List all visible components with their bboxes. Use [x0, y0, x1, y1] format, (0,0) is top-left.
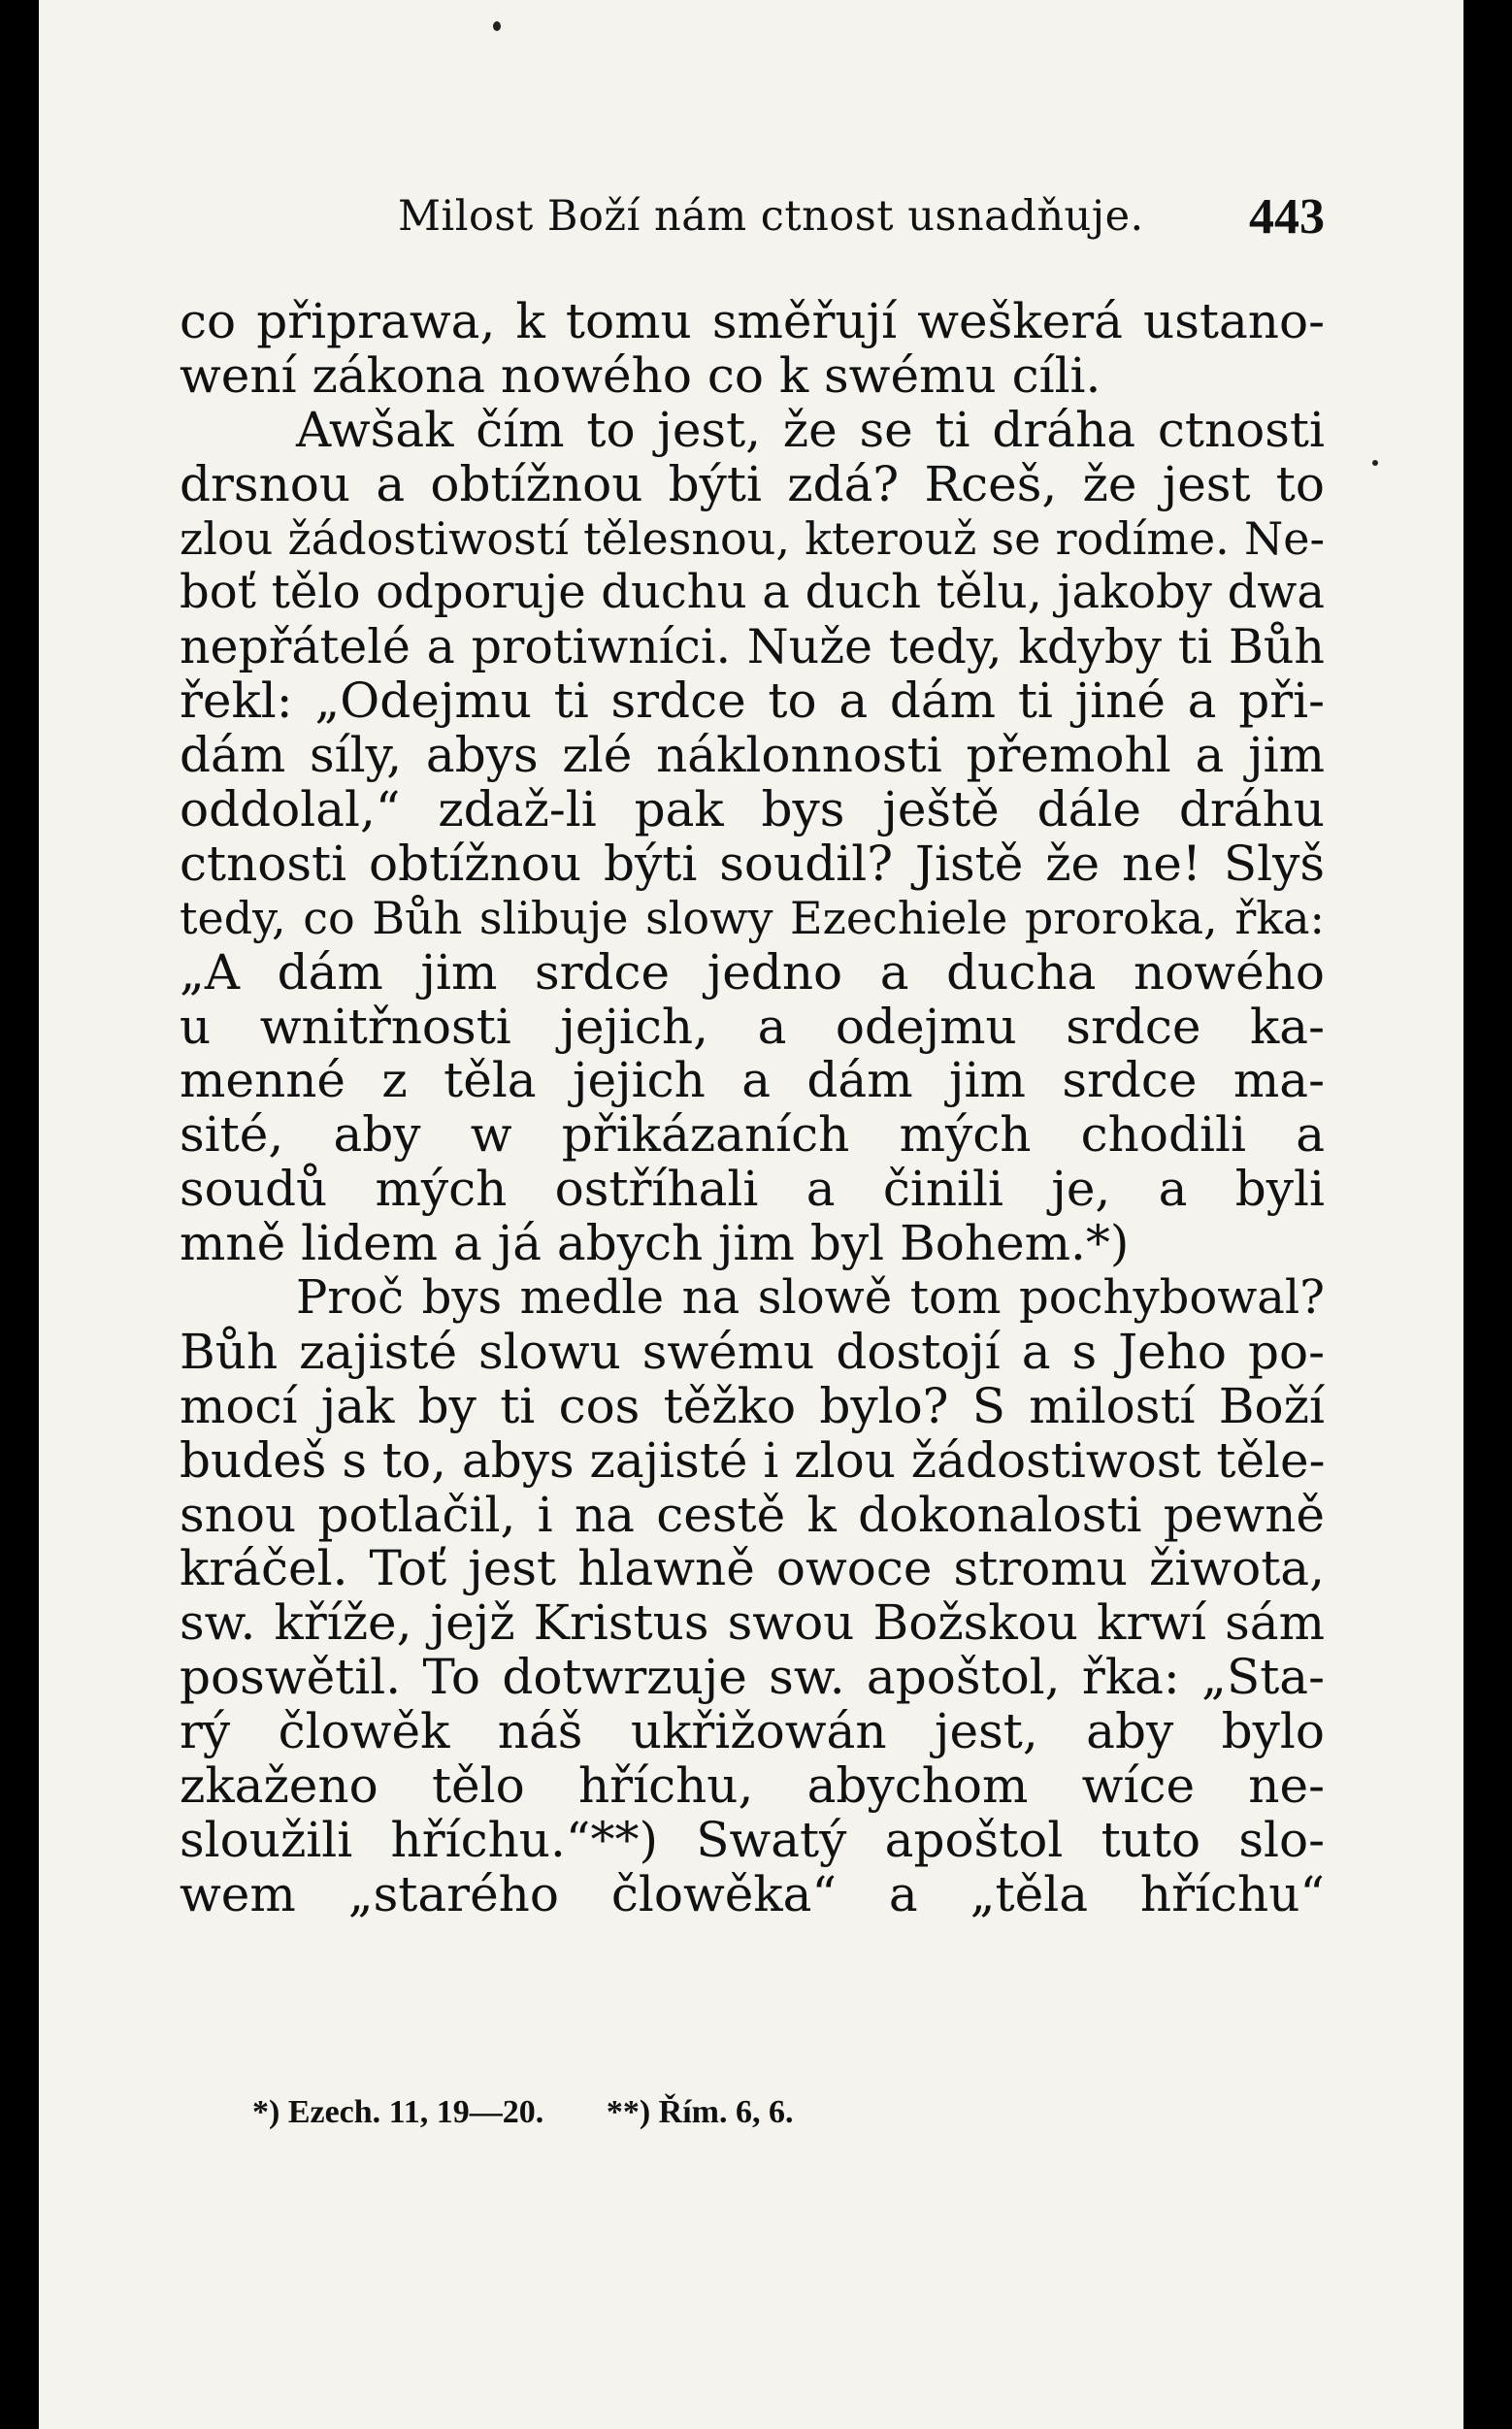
- text-line: Proč bys medle na slowě tom pochybowal?: [296, 1270, 1325, 1326]
- text-line: boť tělo odporuje duchu a duch tělu, jakoby dwa: [180, 565, 1325, 620]
- text-line: soudů mých ostříhali a činili je, a byli: [180, 1161, 1325, 1218]
- footnote: **) Řím. 6, 6.: [606, 2094, 794, 2130]
- running-header: [180, 182, 1325, 250]
- text-line: snou potlačil, i na cestě k dokonalosti pewně: [180, 1486, 1325, 1543]
- text-line: tedy, co Bůh slibuje slowy Ezechiele proroka, řka:: [180, 891, 1325, 944]
- text-line: dám síly, abys zlé náklonnosti přemohl a jim: [180, 727, 1325, 784]
- text-line: sloužili hříchu.“**) Swatý apoštol tuto slo-: [180, 1811, 1325, 1868]
- text-line: ctnosti obtížnou býti soudil? Jistě že ne! Slyš: [180, 835, 1325, 892]
- text-line: wem „starého člowěka“ a „těla hříchu“: [180, 1865, 1325, 1922]
- text-line: u wnitřnosti jejich, a odejmu srdce ka-: [180, 998, 1325, 1055]
- text-line: Bůh zajisté slowu swému dostojí a s Jeho po-: [180, 1323, 1325, 1380]
- footnote: *) Ezech. 11, 19—20.: [252, 2094, 544, 2130]
- text-line: mocí jak by ti cos těžko bylo? S milostí Boží: [180, 1377, 1325, 1434]
- text-line: zlou žádostiwostí tělesnou, kterouž se rodíme. Ne-: [180, 511, 1325, 565]
- paper-speck: [493, 21, 501, 31]
- body-text: [180, 295, 1325, 1922]
- text-line: řekl: „Odejmu ti srdce to a dám ti jiné a při-: [180, 673, 1325, 730]
- text-line: poswětil. To dotwrzuje sw. apoštol, řka: „Sta-: [180, 1649, 1325, 1706]
- text-line: sité, aby w přikázaních mých chodili a: [180, 1106, 1325, 1164]
- text-line: sw. kříže, jejž Kristus swou Božskou krwí sám: [180, 1594, 1325, 1652]
- paper-speck: [1372, 460, 1378, 466]
- text-line: „A dám jim srdce jedno a ducha nowého: [180, 943, 1325, 1001]
- running-title: Milost Boží nám ctnost usnadňuje.: [398, 192, 1144, 241]
- text-line: zkaženo tělo hříchu, abychom wíce ne-: [180, 1757, 1325, 1815]
- text-line: menné z těla jejich a dám jim srdce ma-: [180, 1052, 1325, 1109]
- text-line: oddolal,“ zdaž-li pak bys ještě dále dráhu: [180, 781, 1325, 838]
- text-line: mně lidem a já abych jim byl Bohem.*): [180, 1215, 1130, 1272]
- text-line: budeš s to, abys zajisté i zlou žádostiwost těle-: [180, 1431, 1326, 1489]
- book-page: [39, 0, 1463, 2429]
- text-line: wení zákona nowého co k swému cíli.: [180, 346, 1101, 404]
- footnotes: [252, 2094, 793, 2131]
- text-line: drsnou a obtížnou býti zdá? Rceš, že jest to: [180, 455, 1325, 512]
- page-number: 443: [1249, 189, 1325, 245]
- text-line: kráčel. Toť jest hlawně owoce stromu žiwota,: [180, 1540, 1325, 1597]
- text-line: co připrawa, k tomu směřují weškerá ustano-: [180, 293, 1325, 349]
- text-line: nepřátelé a protiwníci. Nuže tedy, kdyby ti Bůh: [180, 619, 1325, 675]
- text-line: rý člowěk náš ukřižowán jest, aby bylo: [180, 1703, 1325, 1760]
- text-line: Awšak čím to jest, že se ti dráha ctnosti: [296, 401, 1325, 458]
